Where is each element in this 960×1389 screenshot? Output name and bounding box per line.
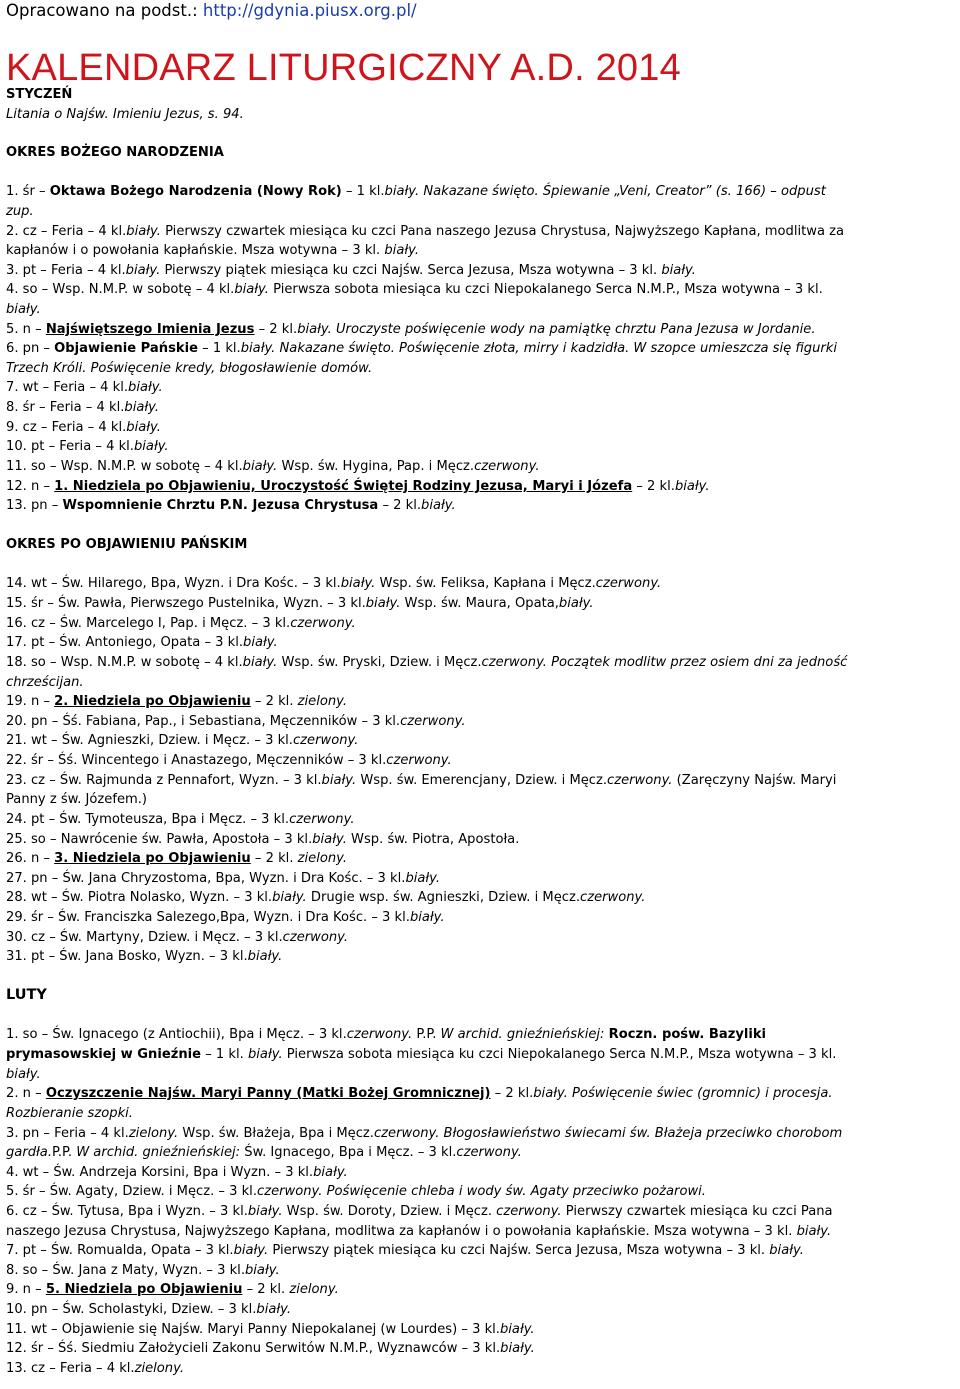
text-run: – 2 kl. <box>378 498 422 513</box>
text-run: Wsp. św. Piotra, Apostoła. <box>346 832 520 847</box>
calendar-line <box>6 1065 956 1085</box>
source-link[interactable]: http://gdynia.piusx.org.pl/ <box>202 1 417 20</box>
calendar-line <box>6 182 956 202</box>
calendar-line <box>6 1104 956 1124</box>
text-run: 23. cz – Św. Rajmunda z Pennafort, Wyzn. – 3 kl. <box>6 773 322 788</box>
text-run: 3. pn – Feria – 4 kl. <box>6 1126 129 1141</box>
calendar-line <box>6 849 956 869</box>
text-run: – 1 kl. <box>341 184 385 199</box>
calendar-line <box>6 359 956 379</box>
text-run: 13. cz – Feria – 4 kl. <box>6 1361 135 1376</box>
text-run: 30. cz – Św. Martyny, Dziew. i Męcz. – 3 kl. <box>6 930 283 945</box>
calendar-line <box>6 790 956 810</box>
text-run: LUTY <box>6 987 47 1003</box>
text-run: biały. <box>769 1243 804 1258</box>
text-run: Pierwszy czwartek miesiąca ku czci Pana naszego Jezusa Chrystusa, Najwyższego Kapłana, modlitwa za <box>160 224 845 239</box>
text-run: czerwony. <box>282 930 349 945</box>
text-run: biały. <box>126 420 161 435</box>
text-run: Najświętszego Imienia Jezus <box>45 322 255 337</box>
text-run: Pierwszy piątek miesiąca ku czci Najśw. Serca Jezusa, Msza wotywna – 3 kl. <box>268 1243 770 1258</box>
text-run: Trzech Króli. Poświęcenie kredy, błogosławienie domów. <box>6 361 373 376</box>
calendar-line <box>6 105 956 125</box>
page-title: KALENDARZ LITURGICZNY A.D. 2014 <box>6 47 681 89</box>
text-run: czerwony. <box>496 1204 562 1219</box>
text-run: OKRES PO OBJAWIENIU PAŃSKIM <box>6 537 248 552</box>
text-run: 4. so – Wsp. N.M.P. w sobotę – 4 kl. <box>6 282 235 297</box>
text-run: biały. <box>247 1047 283 1062</box>
calendar-line <box>6 477 956 497</box>
text-run: 26. n – <box>6 851 55 866</box>
calendar-line <box>6 1163 956 1183</box>
text-run: Roczn. pośw. Bazyliki <box>608 1027 767 1042</box>
text-run: 12. n – <box>6 479 55 494</box>
text-run: 11. so – Wsp. N.M.P. w sobotę – 4 kl. <box>6 459 243 474</box>
calendar-line <box>6 633 956 653</box>
text-run: Wsp. św. Maura, Opata, <box>400 596 559 611</box>
calendar-line <box>6 751 956 771</box>
text-run: STYCZEŃ <box>6 87 73 102</box>
text-run: prymasowskiej w Gnieźnie <box>6 1047 202 1062</box>
text-run: 2. cz – Feria – 4 kl. <box>6 224 127 239</box>
text-run: 9. n – <box>6 1282 46 1297</box>
text-run: czerwony. Poświęcenie chleba i wody św. Agaty przeciwko pożarowi. <box>257 1184 706 1199</box>
text-run: 6. cz – Św. Tytusa, Bpa i Wyzn. – 3 kl. <box>6 1204 248 1219</box>
section-heading <box>6 986 956 1006</box>
text-run: biały. <box>242 655 278 670</box>
text-run: W archid. gnieźnieńskiej: <box>440 1027 605 1042</box>
text-run: 6. pn – <box>6 341 55 356</box>
calendar-line <box>6 261 956 281</box>
text-run: 5. śr – Św. Agaty, Dziew. i Męcz. – 3 kl. <box>6 1184 257 1199</box>
text-run: biały. <box>256 1302 292 1317</box>
text-run: biały. <box>674 479 710 494</box>
calendar-line <box>6 673 956 693</box>
text-run: 28. wt – Św. Piotra Nolasko, Wyzn. – 3 kl. <box>6 890 273 905</box>
text-run: 4. wt – Św. Andrzeja Korsini, Bpa i Wyzn. – 3 kl. <box>6 1165 314 1180</box>
text-run: czerwony. <box>595 576 662 591</box>
text-run: 1. śr – <box>6 184 50 199</box>
text-run: 15. śr – Św. Pawła, Pierwszego Pustelnika, Wyzn. – 3 kl. <box>6 596 366 611</box>
text-run: biały. <box>558 596 594 611</box>
calendar-line <box>6 378 956 398</box>
calendar-line <box>6 202 956 222</box>
text-run: Pierwszy czwartek miesiąca ku czci Pana <box>561 1204 833 1219</box>
text-run: Pierwsza sobota miesiąca ku czci Niepokalanego Serca N.M.P., Msza wotywna – 3 kl. <box>268 282 823 297</box>
calendar-line <box>6 594 956 614</box>
text-run: czerwony. <box>346 1027 413 1042</box>
calendar-line <box>6 1222 956 1242</box>
text-run: 5. n – <box>6 322 46 337</box>
calendar-line <box>6 928 956 948</box>
text-run: – 1 kl. <box>201 1047 248 1062</box>
source-prefix: Opracowano na podst.: <box>6 1 203 20</box>
text-run: Św. Ignacego, Bpa i Męcz. – 3 kl. <box>240 1145 457 1160</box>
calendar-line <box>6 1280 956 1300</box>
text-run: Wsp. św. Doroty, Dziew. i Męcz. <box>282 1204 497 1219</box>
calendar-line <box>6 810 956 830</box>
calendar-line <box>6 320 956 340</box>
text-run: biały. <box>243 635 278 650</box>
text-run: biały. <box>421 498 456 513</box>
section-heading <box>6 535 956 555</box>
calendar-line <box>6 1320 956 1340</box>
text-run: naszego Jezusa Chrystusa, Najwyższego Kapłana, modlitwa za kapłanów i o powołania kapłańskie. Msza wotywna – 3 kl. <box>6 1224 797 1239</box>
text-run: zielony. <box>128 1126 179 1141</box>
text-run: 10. pn – Św. Scholastyki, Dziew. – 3 kl. <box>6 1302 257 1317</box>
text-run: zielony. <box>134 1361 185 1376</box>
text-run: biały. <box>125 263 161 278</box>
text-run: 18. so – Wsp. N.M.P. w sobotę – 4 kl. <box>6 655 243 670</box>
calendar-line <box>6 908 956 928</box>
calendar-line <box>6 457 956 477</box>
text-run: – 2 kl. <box>490 1086 534 1101</box>
calendar-line <box>6 869 956 889</box>
text-run: 3. Niedziela po Objawieniu <box>54 851 251 866</box>
text-run: (Zaręczyny Najśw. Maryi <box>672 773 837 788</box>
text-run: czerwony. <box>289 812 355 827</box>
text-run: 11. wt – Objawienie się Najśw. Maryi Panny Niepokalanej (w Lourdes) – 3 kl. <box>6 1322 500 1337</box>
text-run: Wsp. św. Emerencjany, Dziew. i Męcz. <box>356 773 608 788</box>
text-run: biały. <box>6 1067 41 1082</box>
text-run: biały. <box>244 1263 280 1278</box>
calendar-line <box>6 692 956 712</box>
calendar-line <box>6 888 956 908</box>
text-run: 16. cz – Św. Marcelego I, Pap. i Męcz. – 3 kl. <box>6 616 291 631</box>
text-run: biały. <box>128 380 163 395</box>
text-run: biały. <box>234 282 269 297</box>
text-run: OKRES BOŻEGO NARODZENIA <box>6 145 224 160</box>
text-run: czerwony. <box>456 1145 522 1160</box>
calendar-line <box>6 712 956 732</box>
calendar-line <box>6 614 956 634</box>
text-run: – 2 kl. <box>242 1282 290 1297</box>
text-run: biały. <box>313 1165 348 1180</box>
text-run: 2. n – <box>6 1086 46 1101</box>
text-run: 1. Niedziela po Objawieniu, Uroczystość Świętej Rodziny Jezusa, Maryi i Józefa <box>54 479 633 494</box>
calendar-line <box>6 771 956 791</box>
text-run: Wsp. św. Pryski, Dziew. i Męcz. <box>277 655 482 670</box>
calendar-line <box>6 1182 956 1202</box>
text-run: – 2 kl. <box>250 851 298 866</box>
text-run: biały. Uroczyste poświęcenie wody na pamiątkę chrztu Pana Jezusa w Jordanie. <box>297 322 816 337</box>
calendar-line <box>6 418 956 438</box>
text-run: Wsp. św. Błażeja, Bpa i Męcz. <box>178 1126 374 1141</box>
calendar-line <box>6 653 956 673</box>
calendar-line <box>6 830 956 850</box>
calendar-line <box>6 1143 956 1163</box>
text-run: zup. <box>6 204 34 219</box>
calendar-line <box>6 1261 956 1281</box>
text-run: 7. wt – Feria – 4 kl. <box>6 380 129 395</box>
text-run: Drugie wsp. św. Agnieszki, Dziew. i Męcz. <box>306 890 581 905</box>
text-run: biały. <box>124 400 160 415</box>
calendar-line <box>6 1124 956 1144</box>
text-run: W archid. gnieźnieńskiej: <box>76 1145 241 1160</box>
text-run: 9. cz – Feria – 4 kl. <box>6 420 127 435</box>
text-run: biały. <box>405 871 441 886</box>
text-run: czerwony. <box>386 753 452 768</box>
text-run: Objawienie Pańskie <box>54 341 198 356</box>
text-run: 3. pt – Feria – 4 kl. <box>6 263 126 278</box>
text-run: biały. <box>126 224 161 239</box>
text-run: biały. Nakazane święto. Śpiewanie „Veni, Creator” (s. 166) – odpust <box>384 184 826 199</box>
section-heading <box>6 143 956 163</box>
text-run: zielony. <box>289 1282 339 1297</box>
text-run: czerwony. <box>292 733 359 748</box>
text-run: Wsp. św. Feliksa, Kapłana i Męcz. <box>375 576 596 591</box>
calendar-line <box>6 1045 956 1065</box>
text-run: Wsp. św. Hygina, Pap. i Męcz. <box>277 459 475 474</box>
text-run: 7. pt – Św. Romualda, Opata – 3 kl. <box>6 1243 234 1258</box>
calendar-line <box>6 496 956 516</box>
text-run: biały. <box>321 773 357 788</box>
text-run: – 1 kl. <box>197 341 241 356</box>
text-run: czerwony. Początek modlitw przez osiem dni za jedność <box>481 655 848 670</box>
calendar-line <box>6 731 956 751</box>
text-run: 8. śr – Feria – 4 kl. <box>6 400 125 415</box>
text-run: biały. <box>340 576 376 591</box>
text-run: 1. so – Św. Ignacego (z Antiochii), Bpa i Męcz. – 3 kl. <box>6 1027 347 1042</box>
calendar-line <box>6 947 956 967</box>
text-run: biały. Poświęcenie świec (gromnic) i procesja. <box>533 1086 833 1101</box>
text-run: kapłanów i o powołania kapłańskie. Msza wotywna – 3 kl. <box>6 243 385 258</box>
text-run: biały. <box>796 1224 832 1239</box>
text-run: gardła. <box>6 1145 52 1160</box>
calendar-line <box>6 339 956 359</box>
text-run: Pierwszy piątek miesiąca ku czci Najśw. Serca Jezusa, Msza wotywna – 3 kl. <box>160 263 662 278</box>
text-run: P.P. <box>412 1027 441 1042</box>
text-run: biały. <box>233 1243 269 1258</box>
calendar-line <box>6 398 956 418</box>
text-run: Rozbieranie szopki. <box>6 1106 133 1121</box>
text-run: 22. śr – Śś. Wincentego i Anastazego, Męczenników – 3 kl. <box>6 753 387 768</box>
calendar-line <box>6 1300 956 1320</box>
text-run: Wspomnienie Chrztu P.N. Jezusa Chrystusa <box>62 498 379 513</box>
text-run: 19. n – <box>6 694 55 709</box>
calendar-line <box>6 574 956 594</box>
text-run: czerwony. <box>400 714 466 729</box>
text-run: biały. <box>242 459 278 474</box>
calendar-line <box>6 241 956 261</box>
text-run: czerwony. <box>607 773 673 788</box>
calendar-line <box>6 1241 956 1261</box>
text-run: Panny z św. Józefem.) <box>6 792 148 807</box>
calendar-line <box>6 280 956 300</box>
text-run: biały. <box>272 890 307 905</box>
text-run: biały. <box>133 439 169 454</box>
text-run: 2. Niedziela po Objawieniu <box>54 694 251 709</box>
text-run: biały. <box>499 1322 535 1337</box>
text-run: 21. wt – Św. Agnieszki, Dziew. i Męcz. – 3 kl. <box>6 733 293 748</box>
text-run: 24. pt – Św. Tymoteusza, Bpa i Męcz. – 3 kl. <box>6 812 290 827</box>
calendar-line <box>6 1084 956 1104</box>
text-run: P.P. <box>51 1145 77 1160</box>
text-run: 12. śr – Śś. Siedmiu Założycieli Zakonu Serwitów N.M.P., Wyznawców – 3 kl. <box>6 1341 501 1356</box>
text-run: biały. <box>409 910 445 925</box>
text-run: 17. pt – Św. Antoniego, Opata – 3 kl. <box>6 635 244 650</box>
text-run: 29. śr – Św. Franciszka Salezego,Bpa, Wyzn. i Dra Kośc. – 3 kl. <box>6 910 410 925</box>
source-note <box>6 0 417 22</box>
text-run: 5. Niedziela po Objawieniu <box>45 1282 243 1297</box>
calendar-line <box>6 437 956 457</box>
text-run: zielony. <box>297 694 348 709</box>
text-run: biały. <box>365 596 401 611</box>
text-run: biały. <box>6 302 41 317</box>
text-run: czerwony. <box>474 459 540 474</box>
text-run: – 2 kl. <box>254 322 298 337</box>
section-heading <box>6 85 956 105</box>
text-run: biały. <box>500 1341 535 1356</box>
text-run: Litania o Najśw. Imieniu Jezus, s. 94. <box>6 107 244 122</box>
text-run: 27. pn – Św. Jana Chryzostoma, Bpa, Wyzn. i Dra Kośc. – 3 kl. <box>6 871 406 886</box>
text-run: 14. wt – Św. Hilarego, Bpa, Wyzn. i Dra Kośc. – 3 kl. <box>6 576 341 591</box>
text-run: Oktawa Bożego Narodzenia (Nowy Rok) <box>49 184 342 199</box>
text-run: 13. pn – <box>6 498 63 513</box>
text-run: czerwony. Błogosławieństwo świecami św. Błażeja przeciwko chorobom <box>373 1126 843 1141</box>
text-run: 8. so – Św. Jana z Maty, Wyzn. – 3 kl. <box>6 1263 245 1278</box>
text-run: biały. <box>247 1204 283 1219</box>
calendar-line <box>6 222 956 242</box>
text-run: – 2 kl. <box>250 694 298 709</box>
text-run: biały. <box>247 949 283 964</box>
calendar-line <box>6 300 956 320</box>
text-run: biały. Nakazane święto. Poświęcenie złota, mirry i kadzidła. W szopce umieszcza się figurki <box>240 341 838 356</box>
text-run: 10. pt – Feria – 4 kl. <box>6 439 134 454</box>
text-run: biały. <box>661 263 696 278</box>
text-run: biały. <box>384 243 420 258</box>
text-run: czerwony. <box>580 890 646 905</box>
text-run: 20. pn – Śś. Fabiana, Pap., i Sebastiana, Męczenników – 3 kl. <box>6 714 401 729</box>
text-run: – 2 kl. <box>632 479 675 494</box>
text-run: 25. so – Nawrócenie św. Pawła, Apostoła – 3 kl. <box>6 832 313 847</box>
text-run: 31. pt – Św. Jana Bosko, Wyzn. – 3 kl. <box>6 949 248 964</box>
calendar-line <box>6 1339 956 1359</box>
calendar-line <box>6 1202 956 1222</box>
calendar-line <box>6 1359 956 1379</box>
text-run: czerwony. <box>290 616 356 631</box>
text-run: chrześcijan. <box>6 675 84 690</box>
text-run: biały. <box>312 832 347 847</box>
text-run: Pierwsza sobota miesiąca ku czci Niepokalanego Serca N.M.P., Msza wotywna – 3 kl. <box>282 1047 837 1062</box>
text-run: Oczyszczenie Najśw. Maryi Panny (Matki Bożej Gromnicznej) <box>45 1086 491 1101</box>
text-run: zielony. <box>297 851 348 866</box>
calendar-line <box>6 1025 956 1045</box>
